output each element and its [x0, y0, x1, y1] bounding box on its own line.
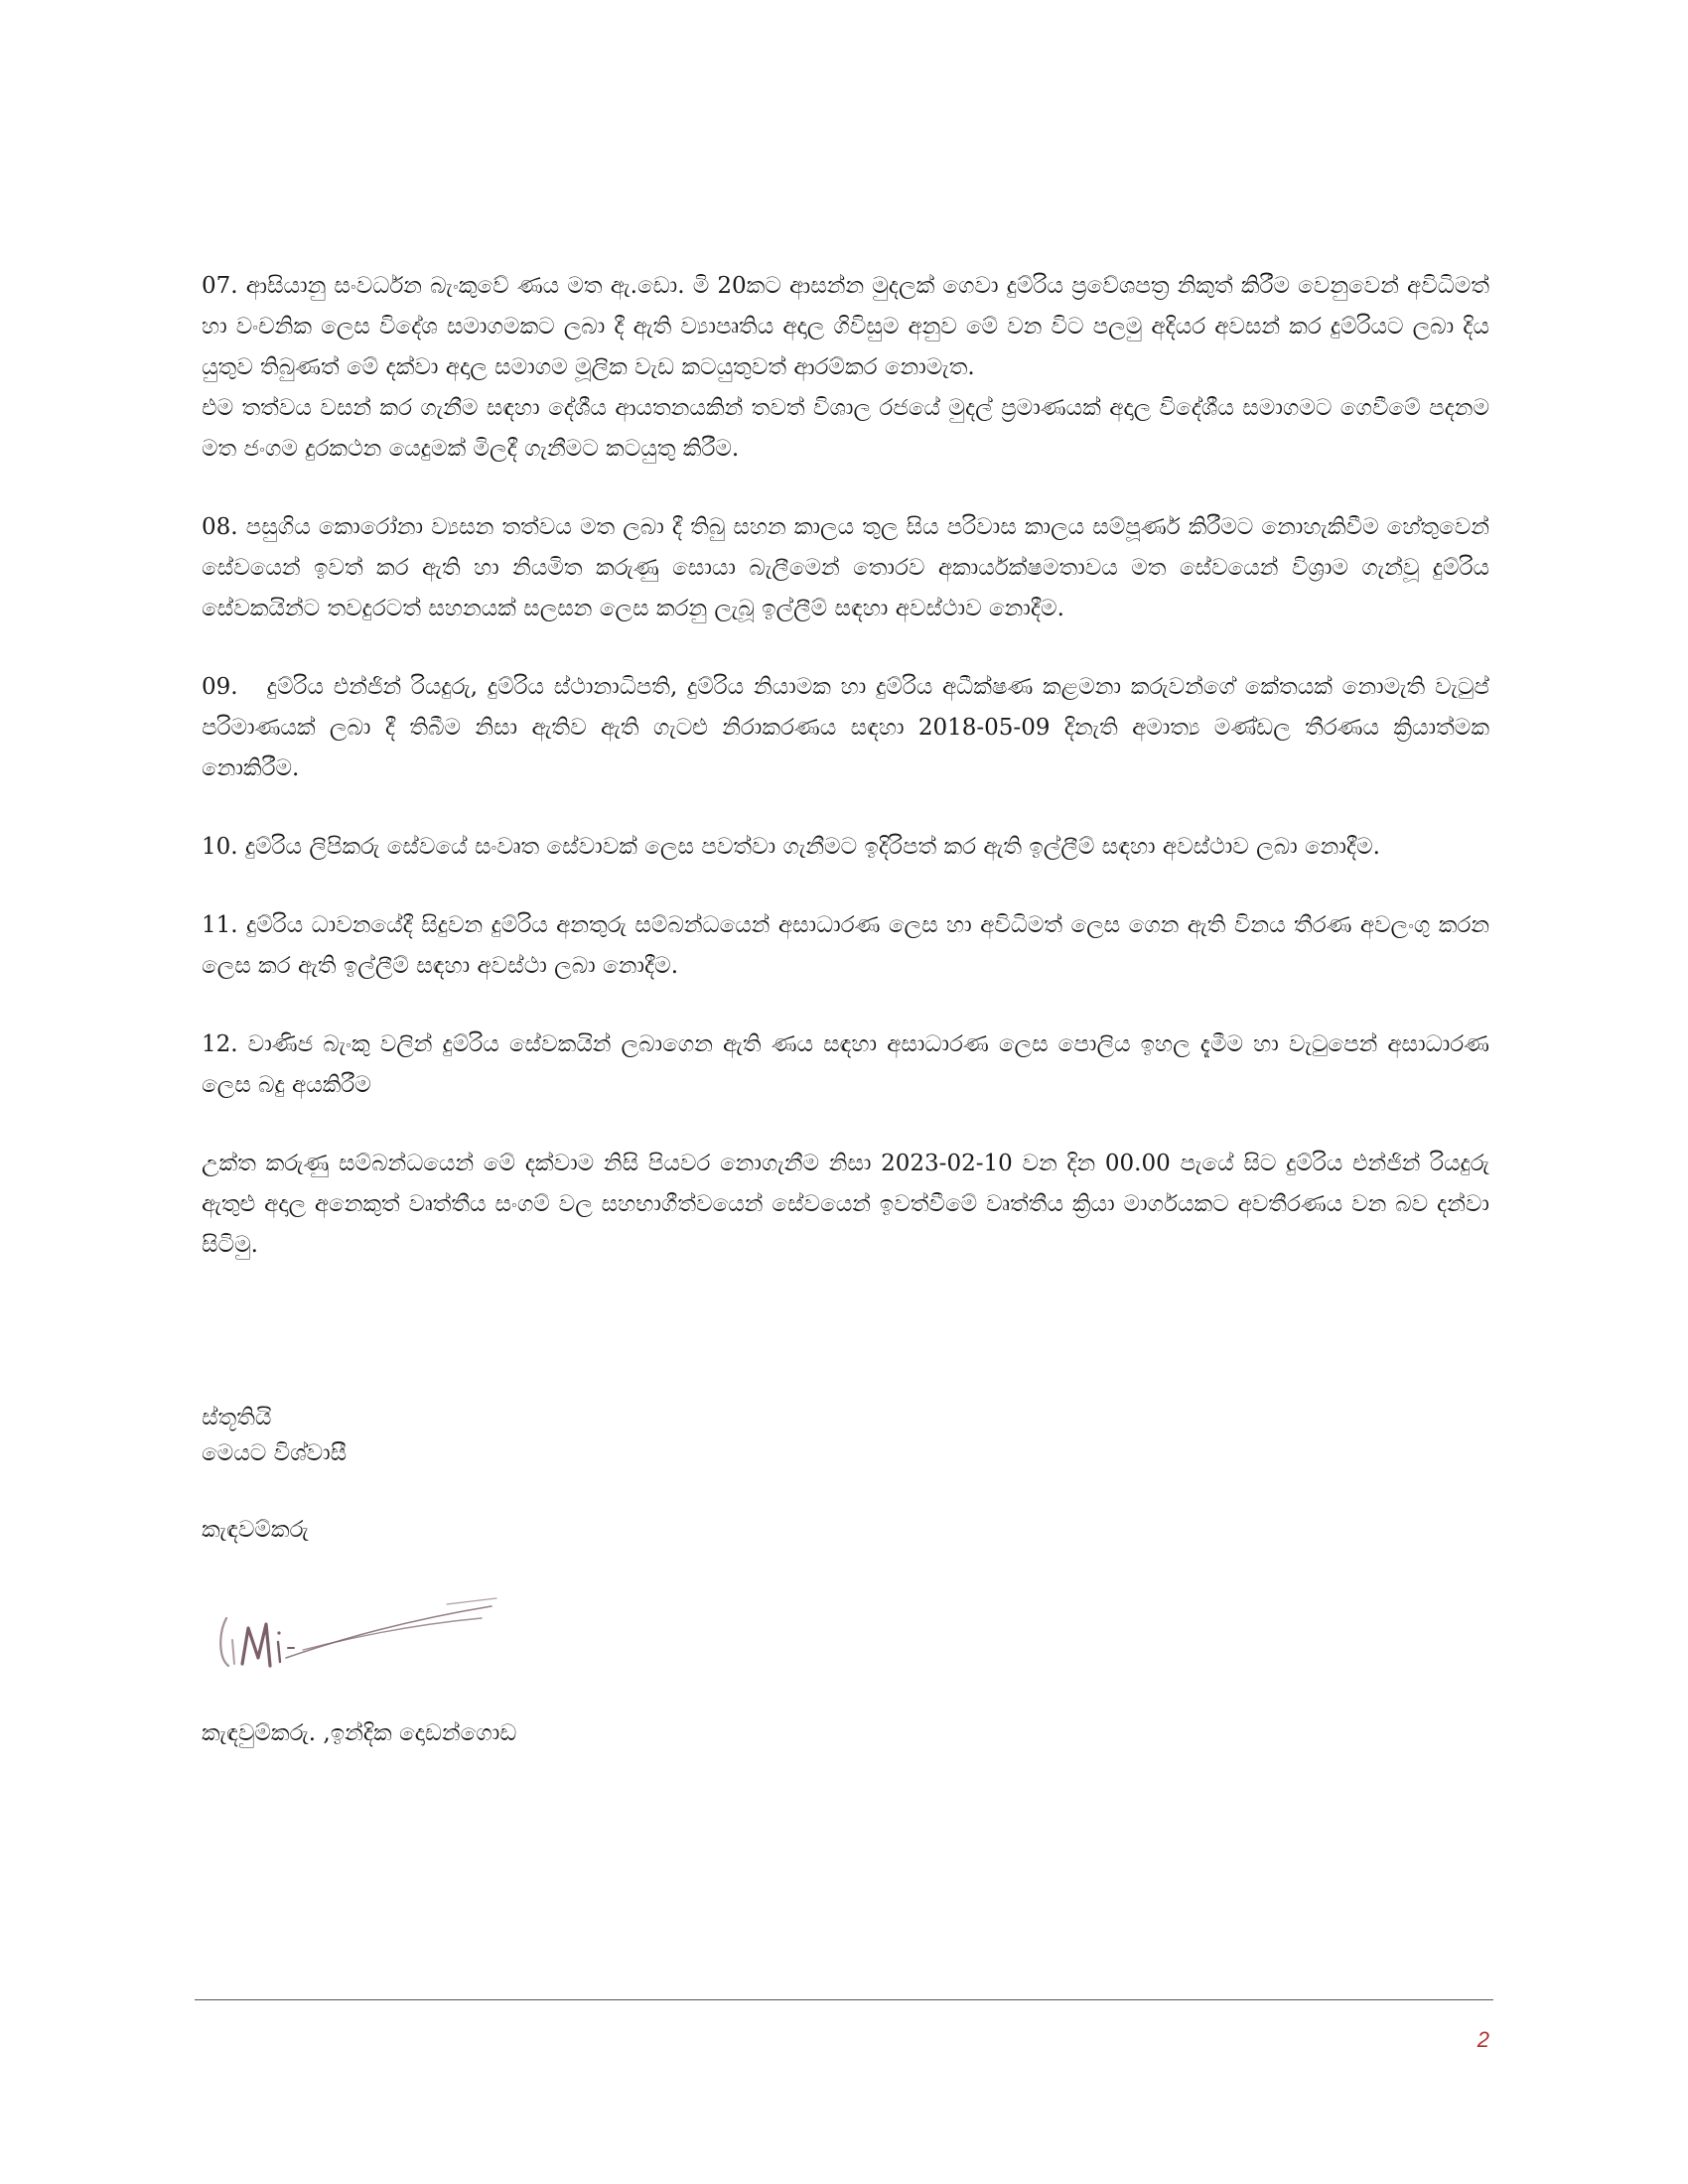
item-text: දුම්රිය ලිපිකරු සේවයේ සංවෘත සේවාවක් ලෙස පවත්වා ගැනීමට ඉදිරිපත් කර ඇති ඉල්ලීම් සඳහා අවස්ථාව ලබා නොදීම. — [244, 834, 1380, 860]
item-number: 07. — [202, 273, 238, 299]
list-item-10 — [202, 827, 1489, 868]
list-item-09 — [202, 667, 1489, 789]
item-paragraph — [202, 266, 1489, 388]
item-text: වාණිජ බැංකු වලින් දුම්රිය සේවකයින් ලබාගෙන ඇති ණය සඳහා අසාධාරණ ලෙස පොලිය ඉහල දැමීම හා වැටුපෙන් අසාධාරණ ලෙස බදු අයකිරීම — [202, 1031, 1489, 1098]
signature-caption: කැඳවුම්කරු. ,ඉන්දික දොඩන්ගොඩ — [202, 1720, 517, 1746]
item-text: ආසියානු සංවර්ධන බැංකුවේ ණය මත ඇ.ඩො. මි 20කට ආසන්න මුදලක් ගෙවා දුම්රිය ප්‍රවේශපත්‍ර නිකුත් කිරීම වෙනුවෙන් අවිධිමත් හා වංචනික ලෙස විදේශ සමාගමකට ලබා දී ඇති ව්‍යාපෘතිය අදාල ගිවිසුම අනුව මේ වන විට පලමු අදියර අවසන් කර දුම්රියට ලබා දිය යුතුව තිබුණත් මේ දක්වා අදාල සමාගම මූලික වැඩ කටයුතුවත් ආරම්කර නොමැත. — [202, 273, 1489, 380]
list-item-08 — [202, 507, 1489, 629]
item-paragraph — [202, 667, 1489, 789]
convener-label: කැඳවම්කරු — [202, 1517, 309, 1543]
closing-thanks: ස්තූතියි — [202, 1405, 272, 1431]
item-paragraph — [202, 827, 1489, 868]
item-number: 10. — [202, 834, 238, 860]
item-continuation: එම තත්වය වසන් කර ගැනීම සඳහා දේශීය ආයතනයකින් තවත් විශාල රජයේ මුදල් ප්‍රමාණයක් අදාල විදේශීය සමාගමට ගෙවීමේ පදනම මත ජංගම දුරකථන යෙදුමක් මිලදී ගැනීමට කටයුතු කිරීම. — [202, 395, 1489, 462]
list-item-11 — [202, 905, 1489, 987]
conclusion-block — [202, 1144, 1489, 1266]
page-number: 2 — [1477, 2027, 1489, 2052]
item-paragraph — [202, 905, 1489, 987]
body-content — [202, 266, 1489, 1303]
item-text: දුම්රිය එන්ජින් රියදුරු, දුම්රිය ස්ථානාධිපති, දුම්රිය නියාමක හා දුම්රිය අධීක්ෂණ කළමනා කරුවන්ගේ කේතයක් නොමැති වැටුප් පරිමාණයක් ලබා දී තිබීම නිසා ඇතිව ඇති ගැටළු නිරාකරණය සඳහා 2018-05-09 දිනැති අමාත්‍ය මණ්ඩල තීරණය ක්‍රියාත්මක නොකිරීම. — [202, 674, 1490, 781]
closing-faithfully: මෙයට විශ්වාසී — [202, 1440, 348, 1466]
list-item-07 — [202, 266, 1489, 470]
item-number: 08. — [202, 514, 238, 540]
item-paragraph — [202, 1024, 1489, 1106]
item-number: 09. — [202, 674, 238, 700]
handwritten-signature — [209, 1578, 506, 1698]
footer-divider — [195, 1999, 1493, 2000]
item-number: 11. — [202, 912, 238, 938]
list-item-12 — [202, 1024, 1489, 1106]
conclusion-paragraph: උක්ත කරුණු සම්බන්ධයෙන් මේ දක්වාම නිසි පියවර නොගැනීම නිසා 2023-02-10 වන දින 00.00 පැයේ සිට දුම්රිය එන්ජින් රියදුරු ඇතුළු අදාල අනෙකුත් වෘත්තීය සංගම් වල සහභාගීත්වයෙන් සේවයෙන් ඉවත්වීමේ වෘත්තීය ක්‍රියා මාර්ගයකට අවතීරණය වන බව දන්වා සිටිමු. — [202, 1151, 1489, 1258]
item-text: පසුගිය කොරෝනා ව්‍යසන තත්වය මත ලබා දී තිබු සහන කාලය තුල සිය පරිවාස කාලය සම්පූර්ණ කිරීමට නොහැකිවීම හේතුවෙන් සේවයෙන් ඉවත් කර ඇති හා නියමිත කරුණු සොයා බැලීමෙන් තොරව අකාර්යක්ෂමතාවය මත සේවයෙන් විශ්‍රාම ගැන්වූ දුම්රිය සේවකයින්ට තවදුරටත් සහනයක් සලසන ලෙස කරනු ලැබූ ඉල්ලීම් සඳහා අවස්ථාව නොදීම. — [202, 514, 1489, 621]
item-number: 12. — [202, 1031, 238, 1057]
item-text: දුම්රිය ධාවනයේදී සිදුවන දුම්රිය අනතුරු සම්බන්ධයෙන් අසාධාරණ ලෙස හා අවිධිමත් ලෙස ගෙන ඇති විනය තීරණ අවලංගු කරන ලෙස කර ඇති ඉල්ලීම් සඳහා අවස්ථා ලබා නොදීම. — [202, 912, 1490, 979]
item-paragraph — [202, 507, 1489, 629]
